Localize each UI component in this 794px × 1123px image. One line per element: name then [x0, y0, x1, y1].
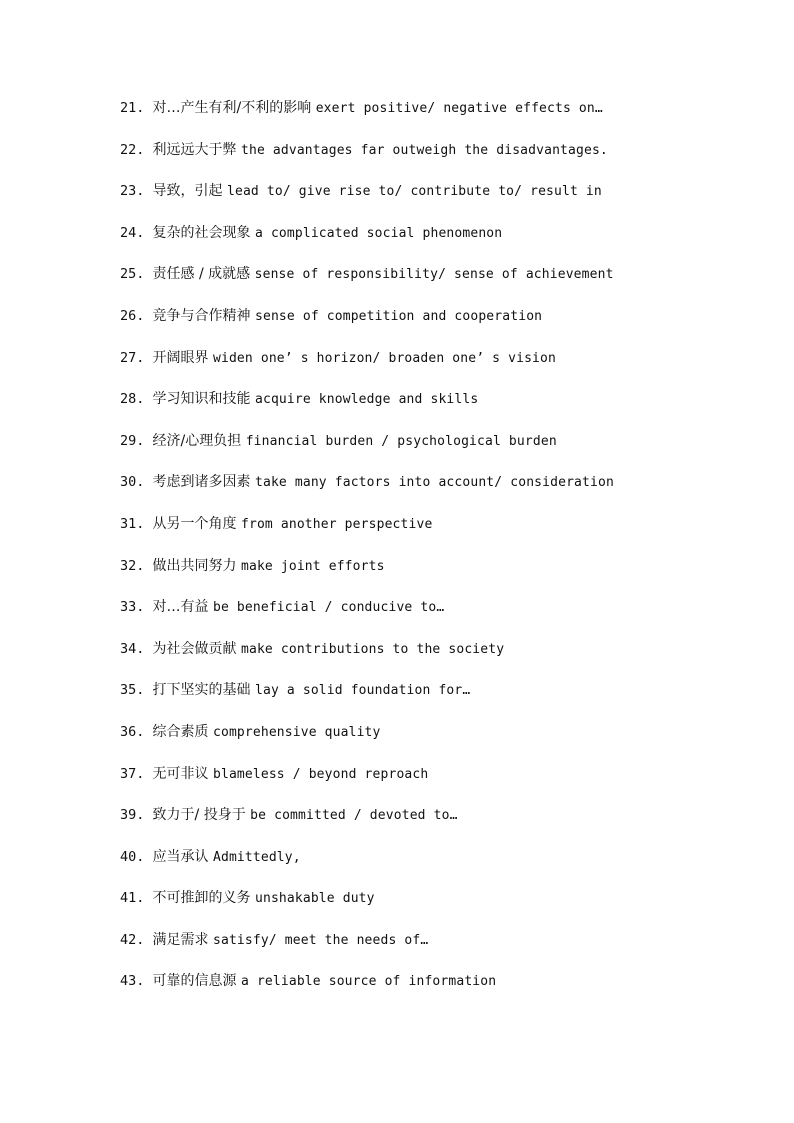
chinese-phrase: 利远远大于弊 — [152, 141, 237, 158]
chinese-phrase: 致力于/ 投身于 — [152, 807, 246, 824]
item-number: 29. — [120, 432, 145, 449]
list-item — [120, 305, 760, 347]
chinese-phrase: 竞争与合作精神 — [152, 307, 251, 324]
list-item — [120, 596, 760, 638]
list-item — [120, 846, 760, 888]
list-item — [120, 679, 760, 721]
list-item — [120, 970, 760, 1012]
chinese-phrase: 责任感 / 成就感 — [152, 266, 251, 283]
list-item — [120, 139, 760, 181]
item-number: 40. — [120, 848, 145, 865]
chinese-phrase: 对…有益 — [152, 599, 209, 616]
item-number: 31. — [120, 515, 145, 532]
item-number: 39. — [120, 807, 145, 824]
english-phrase: widen one’ s horizon/ broaden one’ s vision — [212, 350, 556, 366]
english-phrase: sense of responsibility/ sense of achievement — [254, 267, 614, 283]
list-item — [120, 721, 760, 763]
list-item — [120, 513, 760, 555]
item-number: 32. — [120, 557, 145, 574]
list-item — [120, 180, 760, 222]
item-number: 33. — [120, 599, 145, 616]
list-item — [120, 222, 760, 264]
chinese-phrase: 为社会做贡献 — [152, 640, 237, 657]
list-item — [120, 430, 760, 472]
chinese-phrase: 打下坚实的基础 — [152, 682, 251, 699]
english-phrase: be committed / devoted to… — [250, 808, 458, 824]
item-number: 41. — [120, 890, 145, 907]
chinese-phrase: 不可推卸的义务 — [152, 890, 251, 907]
list-item — [120, 804, 760, 846]
chinese-phrase: 做出共同努力 — [152, 557, 237, 574]
english-phrase: lead to/ give rise to/ contribute to/ result in — [226, 184, 602, 200]
item-number: 23. — [120, 183, 145, 200]
list-item — [120, 388, 760, 430]
english-phrase: from another perspective — [240, 516, 433, 532]
list-item — [120, 347, 760, 389]
list-item — [120, 555, 760, 597]
chinese-phrase: 开阔眼界 — [152, 349, 209, 366]
chinese-phrase: 满足需求 — [152, 931, 209, 948]
item-number: 30. — [120, 474, 145, 491]
english-phrase: satisfy/ meet the needs of… — [212, 932, 429, 948]
list-item — [120, 471, 760, 513]
item-number: 36. — [120, 723, 145, 740]
english-phrase: unshakable duty — [254, 891, 375, 907]
item-number: 21. — [120, 100, 145, 116]
english-phrase: Admittedly, — [212, 849, 301, 865]
english-phrase: exert positive/ negative effects on… — [315, 101, 603, 116]
english-phrase: a reliable source of information — [240, 974, 497, 990]
chinese-phrase: 学习知识和技能 — [152, 391, 251, 408]
item-number: 37. — [120, 765, 145, 782]
list-item — [120, 887, 760, 929]
item-number: 26. — [120, 307, 145, 324]
chinese-phrase: 考虑到诸多因素 — [152, 474, 251, 491]
list-item — [120, 638, 760, 680]
english-phrase: make contributions to the society — [240, 641, 505, 657]
english-phrase: make joint efforts — [240, 558, 385, 574]
list-item — [120, 929, 760, 971]
english-phrase: blameless / beyond reproach — [212, 766, 429, 782]
phrase-list — [120, 97, 760, 1012]
item-number: 24. — [120, 224, 145, 241]
item-number: 35. — [120, 682, 145, 699]
item-number: 22. — [120, 141, 145, 158]
item-number: 42. — [120, 931, 145, 948]
list-item — [120, 763, 760, 805]
chinese-phrase: 应当承认 — [152, 848, 209, 865]
chinese-phrase: 综合素质 — [152, 723, 209, 740]
english-phrase: the advantages far outweigh the disadvantages. — [240, 142, 608, 158]
english-phrase: sense of competition and cooperation — [254, 308, 543, 324]
english-phrase: lay a solid foundation for… — [254, 683, 471, 699]
chinese-phrase: 从另一个角度 — [152, 515, 237, 532]
english-phrase: be beneficial / conducive to… — [212, 600, 445, 616]
list-item — [120, 263, 760, 305]
english-phrase: a complicated social phenomenon — [254, 225, 503, 241]
english-phrase: comprehensive quality — [212, 724, 381, 740]
item-number: 34. — [120, 640, 145, 657]
item-number: 43. — [120, 973, 145, 990]
chinese-phrase: 可靠的信息源 — [152, 973, 237, 990]
chinese-phrase: 复杂的社会现象 — [152, 224, 251, 241]
chinese-phrase: 经济/心理负担 — [152, 432, 242, 449]
item-number: 28. — [120, 391, 145, 408]
english-phrase: financial burden / psychological burden — [245, 433, 557, 449]
chinese-phrase: 无可非议 — [152, 765, 209, 782]
english-phrase: acquire knowledge and skills — [254, 392, 479, 408]
list-item — [120, 97, 760, 139]
item-number: 25. — [120, 266, 145, 283]
chinese-phrase: 导致，引起 — [152, 183, 223, 200]
item-number: 27. — [120, 349, 145, 366]
chinese-phrase: 对…产生有利/不利的影响 — [152, 100, 312, 116]
english-phrase: take many factors into account/ consideration — [254, 475, 614, 491]
